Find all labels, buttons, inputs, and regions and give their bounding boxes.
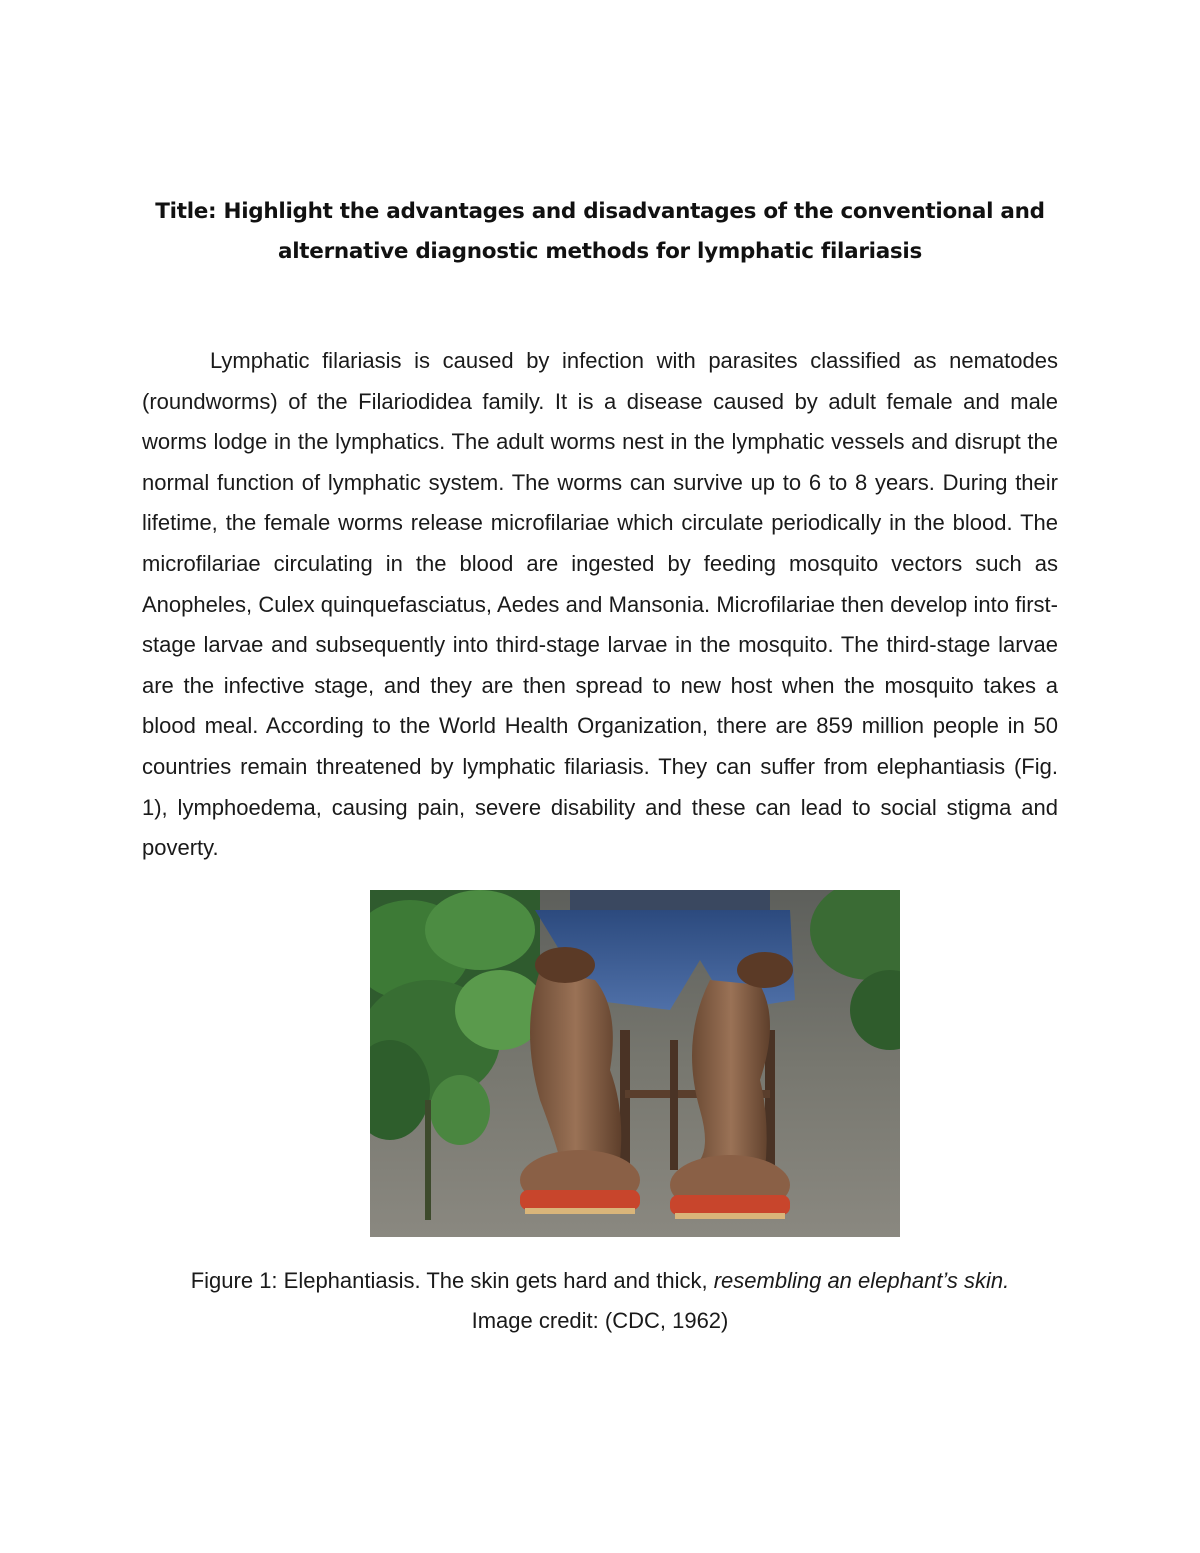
figure-caption bbox=[100, 1261, 1100, 1341]
caption-plain-text: Figure 1: Elephantiasis. The skin gets hard and thick, bbox=[190, 1268, 708, 1293]
document-title bbox=[140, 192, 1060, 272]
title-line-2: alternative diagnostic methods for lymphatic filariasis bbox=[278, 239, 922, 264]
figure-1-photo bbox=[370, 890, 900, 1237]
title-line-1: Title: Highlight the advantages and disadvantages of the conventional and bbox=[155, 199, 1045, 224]
caption-line-1 bbox=[100, 1261, 1100, 1301]
image-credit: Image credit: (CDC, 1962) bbox=[471, 1308, 729, 1333]
elephantiasis-photo bbox=[370, 890, 900, 1237]
body-paragraph: Lymphatic filariasis is caused by infection with parasites classified as nematodes (roundworms) of the Filariodidea family. It is a disease caused by adult female and male worms lodge in the lymphatics. The adult worms nest in the lymphatic vessels and disrupt the normal function of lymphatic system. The worms can survive up to 6 to 8 years. During their lifetime, the female worms release microfilariae which circulate periodically in the blood. The microfilariae circulating in the blood are ingested by feeding mosquito vectors such as Anopheles, Culex quinquefasciatus, Aedes and Mansonia. Microfilariae then develop into first-stage larvae and subsequently into third-stage larvae in the mosquito. The third-stage larvae are the infective stage, and they are then spread to new host when the mosquito takes a blood meal. According to the World Health Organization, there are 859 million people in 50 countries remain threatened by lymphatic filariasis. They can suffer from elephantiasis (Fig. 1), lymphoedema, causing pain, severe disability and these can lead to social stigma and poverty. bbox=[142, 348, 1058, 861]
caption-italic-text: resembling an elephant’s skin. bbox=[707, 1268, 1010, 1293]
